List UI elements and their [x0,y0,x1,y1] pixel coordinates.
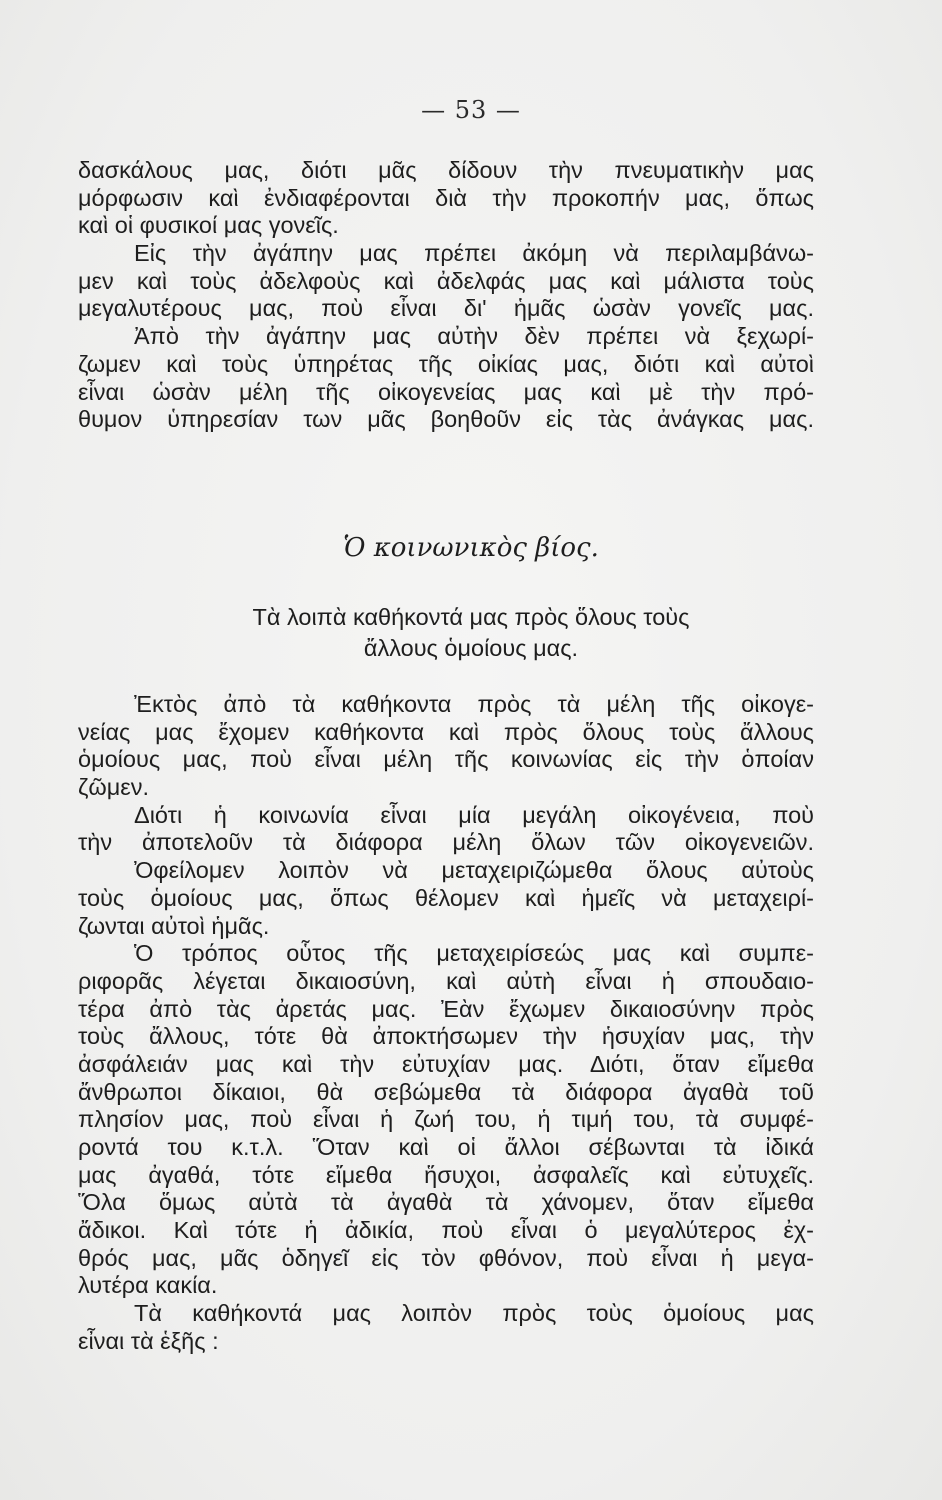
text-line: θρός μας, μᾶς ὁδηγεῖ εἰς τὸν φθόνον, ποὺ εἶναι ἡ μεγα- [78,1244,814,1271]
text-line: καὶ οἱ φυσικοί μας γονεῖς. [78,212,339,239]
text-line: Ἐκτὸς ἀπὸ τὰ καθήκοντα πρὸς τὰ μέλη τῆς οἰκογε- [134,691,814,717]
text-line: Ὅλα ὅμως αὐτὰ τὰ ἀγαθὰ τὰ χάνομεν, ὅταν εἴμεθα [78,1189,814,1216]
text-line: ζωμεν καὶ τοὺς ὑπηρέτας τῆς οἰκίας μας, διότι καὶ αὐτοὶ [78,350,814,377]
text-line: εἶναι τὰ ἑξῆς : [78,1327,219,1354]
text-line: εἶναι ὡσὰν μέλη τῆς οἰκογενείας μας καὶ μὲ τὴν πρό- [78,378,814,405]
text-line: ἄνθρωποι δίκαιοι, θὰ σεβώμεθα τὰ διάφορα ἀγαθὰ τοῦ [78,1078,814,1105]
section-title: Ὁ κοινωνικὸς βίος. [343,533,599,563]
text-line: Διότι ἡ κοινωνία εἶναι μία μεγάλη οἰκογένεια, ποὺ [134,801,814,828]
bottom-text-block [78,691,814,1356]
text-line: λυτέρα κακία. [78,1272,218,1299]
top-text-block [78,157,814,434]
text-line: ἀσφάλειάν μας καὶ τὴν εὐτυχίαν μας. Διότι, ὅταν εἴμεθα [78,1050,814,1077]
text-line: ριφορᾶς λέγεται δικαιοσύνη, καὶ αὐτὴ εἶναι ἡ σπουδαιο- [78,967,814,994]
text-line: δασκάλους μας, διότι μᾶς δίδουν τὴν πνευματικὴν μας [78,157,814,183]
text-line: ζῶμεν. [78,774,150,801]
text-line: μόρφωσιν καὶ ἐνδιαφέρονται διὰ τὴν προκοπήν μας, ὅπως [78,184,814,211]
text-line: μεν καὶ τοὺς ἀδελφοὺς καὶ ἀδελφάς μας καὶ μάλιστα τοὺς [78,267,814,294]
text-line: τοὺς ὁμοίους μας, ὅπως θέλομεν καὶ ἡμεῖς νὰ μεταχειρί- [78,884,814,911]
text-line: μεγαλυτέρους μας, ποὺ εἶναι δι' ἡμᾶς ὡσὰν γονεῖς μας. [78,295,814,322]
text-line: θυμον ὑπηρεσίαν των μᾶς βοηθοῦν εἰς τὰς ἀνάγκας μας. [78,406,814,433]
subtitle-line-2: ἄλλους ὁμοίους μας. [363,635,579,661]
text-line: τὴν ἀποτελοῦν τὰ διάφορα μέλη ὅλων τῶν οἰκογενειῶν. [78,829,814,856]
text-line: μας ἀγαθά, τότε εἴμεθα ἥσυχοι, ἀσφαλεῖς καὶ εὐτυχεῖς. [78,1161,814,1188]
text-line: Ὁ τρόπος οὗτος τῆς μεταχειρίσεώς μας καὶ συμπε- [134,940,814,967]
page-number: — 53 — [421,96,521,124]
text-line: τέρα ἀπὸ τὰς ἀρετάς μας. Ἐὰν ἔχωμεν δικαιοσύνην πρὸς [78,995,814,1022]
text-line: Τὰ καθήκοντά μας λοιπὸν πρὸς τοὺς ὁμοίους μας [134,1300,814,1327]
text-line: Ἀπὸ τὴν ἀγάπην μας αὐτὴν δὲν πρέπει νὰ ξεχωρί- [134,323,814,350]
text-line: ὁμοίους μας, ποὺ εἶναι μέλη τῆς κοινωνίας εἰς τὴν ὁποίαν [78,746,814,773]
subtitle-line-1: Τὰ λοιπὰ καθήκοντά μας πρὸς ὅλους τοὺς [252,604,690,630]
text-line: νείας μας ἔχομεν καθήκοντα καὶ πρὸς ὅλους τοὺς ἄλλους [78,718,814,745]
text-line: ζωνται αὐτοὶ ἡμᾶς. [78,912,270,939]
text-line: ροντά του κ.τ.λ. Ὅταν καὶ οἱ ἄλλοι σέβωνται τὰ ἰδικά [78,1134,814,1160]
text-line: Εἰς τὴν ἀγάπην μας πρέπει ἀκόμη νὰ περιλαμβάνω- [134,240,814,267]
text-line: πλησίον μας, ποὺ εἶναι ἡ ζωή του, ἡ τιμή του, τὰ συμφέ- [78,1106,814,1133]
text-line: Ὀφείλομεν λοιπὸν νὰ μεταχειριζώμεθα ὅλους αὐτοὺς [134,857,814,884]
text-line: τοὺς ἄλλους, τότε θὰ ἀποκτήσωμεν τὴν ἡσυχίαν μας, τὴν [78,1023,814,1050]
text-line: ἄδικοι. Καὶ τότε ἡ ἀδικία, ποὺ εἶναι ὁ μεγαλύτερος ἐχ- [78,1217,814,1244]
